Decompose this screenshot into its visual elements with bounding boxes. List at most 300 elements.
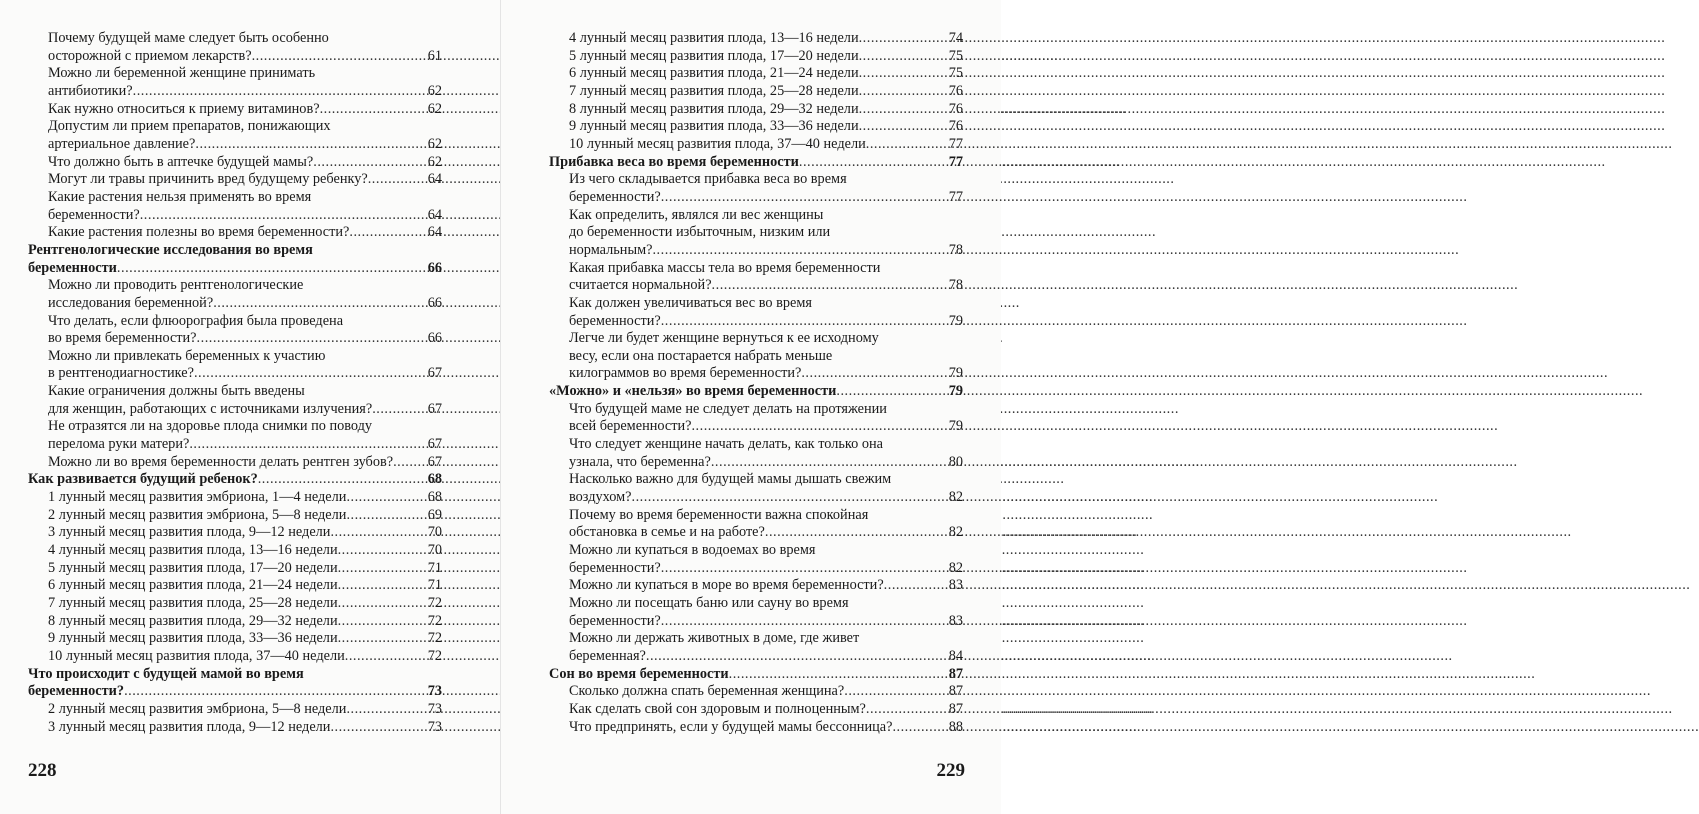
toc-line bbox=[48, 719, 442, 737]
toc-entry-text: исследования беременной? bbox=[48, 294, 214, 311]
toc-entry-text: Сон во время беременности bbox=[549, 665, 729, 682]
toc-entry bbox=[28, 383, 442, 418]
toc-page-number: 67 bbox=[427, 453, 442, 470]
dot-leader bbox=[338, 595, 427, 613]
toc-entry bbox=[28, 524, 442, 542]
toc-entry-text: беременности? bbox=[569, 612, 661, 629]
toc-entry-text: Можно ли беременной женщине принимать bbox=[48, 65, 316, 82]
toc-entry-text: 3 лунный месяц развития плода, 9—12 недели bbox=[48, 524, 331, 541]
toc-entry-text: 6 лунный месяц развития плода, 21—24 недели bbox=[48, 577, 338, 594]
toc-entry bbox=[28, 418, 442, 453]
toc-entry bbox=[549, 295, 963, 330]
dot-leader bbox=[393, 454, 427, 472]
toc-entry bbox=[549, 30, 963, 48]
toc-entry-text: осторожной с приемом лекарств? bbox=[48, 47, 252, 64]
page-number: 228 bbox=[28, 760, 57, 781]
dot-leader bbox=[836, 383, 947, 401]
dot-leader bbox=[189, 436, 426, 454]
toc-line bbox=[569, 436, 963, 454]
toc-line bbox=[569, 595, 963, 613]
toc-page-number: 69 bbox=[427, 506, 442, 523]
toc-page-number: 79 bbox=[948, 312, 963, 329]
right-page bbox=[500, 0, 1001, 814]
toc-entry bbox=[549, 595, 963, 630]
toc-entry bbox=[549, 48, 963, 66]
toc-line bbox=[569, 101, 963, 119]
toc-page-number: 87 bbox=[948, 700, 963, 717]
toc-line bbox=[569, 83, 963, 101]
toc-entry-text: Почему во время беременности важна спокойная bbox=[569, 506, 869, 523]
toc-page-number: 73 bbox=[427, 718, 442, 735]
toc-page-number: 66 bbox=[427, 294, 442, 311]
dot-leader bbox=[117, 260, 427, 278]
toc-entry-text: беременности? bbox=[569, 559, 661, 576]
toc-entry-text: килограммов во время беременности? bbox=[569, 365, 802, 382]
toc-entry-text: Как нужно относиться к приему витаминов? bbox=[48, 100, 320, 117]
dot-leader bbox=[632, 489, 948, 507]
toc-entry bbox=[28, 648, 442, 666]
dot-leader bbox=[661, 189, 948, 207]
toc-entry-text: перелома руки матери? bbox=[48, 436, 190, 453]
dot-leader bbox=[866, 701, 948, 719]
toc-line bbox=[48, 489, 442, 507]
toc-entry-text: 10 лунный месяц развития плода, 37—40 недели bbox=[569, 135, 866, 152]
toc-line bbox=[569, 454, 963, 472]
toc-entry-text: весу, если она постарается набрать меньше bbox=[569, 347, 833, 364]
toc-line bbox=[569, 507, 963, 525]
dot-leader bbox=[346, 489, 426, 507]
toc-entry-text: Допустим ли прием препаратов, понижающих bbox=[48, 118, 331, 135]
toc-entry-text: нормальным? bbox=[569, 241, 653, 258]
dot-leader bbox=[646, 648, 948, 666]
toc-page-number: 73 bbox=[427, 700, 442, 717]
toc-entry bbox=[28, 30, 442, 65]
toc-entry-text: Что следует женщине начать делать, как только она bbox=[569, 436, 883, 453]
toc-page-number: 61 bbox=[427, 47, 442, 64]
dot-leader bbox=[866, 136, 948, 154]
toc-line bbox=[48, 330, 442, 348]
toc-entry-text: Что происходит с будущей мамой во время bbox=[28, 665, 304, 682]
toc-entry bbox=[549, 260, 963, 295]
toc-line bbox=[569, 260, 963, 278]
toc-entry-text: 4 лунный месяц развития плода, 13—16 недели bbox=[569, 30, 859, 46]
toc-entry-text: Почему будущей маме следует быть особенно bbox=[48, 30, 329, 46]
toc-line bbox=[569, 30, 963, 48]
toc-entry-text: Какие растения полезны во время беременности? bbox=[48, 224, 350, 241]
toc-entry bbox=[28, 101, 442, 119]
page-number: 229 bbox=[936, 760, 965, 781]
toc-line bbox=[48, 630, 442, 648]
toc-entry-text: для женщин, работающих с источниками излучения? bbox=[48, 400, 373, 417]
toc-line bbox=[569, 313, 963, 331]
dot-leader bbox=[197, 330, 427, 348]
toc-entry bbox=[28, 224, 442, 242]
dot-leader bbox=[765, 524, 948, 542]
toc-page-number: 67 bbox=[427, 400, 442, 417]
dot-leader bbox=[712, 277, 948, 295]
toc-entry-text: 8 лунный месяц развития плода, 29—32 недели bbox=[48, 612, 338, 629]
toc-entry-text: Легче ли будет женщине вернуться к ее исходному bbox=[569, 330, 879, 347]
toc-page-number: 84 bbox=[948, 647, 963, 664]
toc-entry-text: беременности? bbox=[28, 683, 125, 700]
toc-section-heading bbox=[549, 154, 963, 172]
toc-page-number: 87 bbox=[948, 683, 963, 700]
table-of-contents bbox=[549, 30, 963, 736]
toc-page-number: 64 bbox=[427, 206, 442, 223]
toc-line bbox=[569, 542, 963, 560]
toc-entry-text: 5 лунный месяц развития плода, 17—20 недели bbox=[569, 47, 859, 64]
toc-line bbox=[569, 348, 963, 366]
toc-page-number: 82 bbox=[948, 524, 963, 541]
toc-line bbox=[48, 507, 442, 525]
toc-line bbox=[48, 454, 442, 472]
toc-line bbox=[569, 489, 963, 507]
toc-line bbox=[48, 83, 442, 101]
toc-page-number: 71 bbox=[427, 559, 442, 576]
toc-page-number: 79 bbox=[948, 418, 963, 435]
toc-page-number: 64 bbox=[427, 224, 442, 241]
toc-entry bbox=[549, 401, 963, 436]
toc-line bbox=[569, 630, 963, 648]
toc-entry-text: Можно ли купаться в море во время беременности? bbox=[569, 577, 884, 594]
toc-line bbox=[48, 524, 442, 542]
dot-leader bbox=[859, 83, 948, 101]
dot-leader bbox=[338, 560, 427, 578]
toc-entry-text: Можно ли посещать баню или сауну во время bbox=[569, 595, 849, 611]
toc-entry bbox=[28, 630, 442, 648]
toc-line bbox=[48, 560, 442, 578]
toc-entry-text: Насколько важно для будущей мамы дышать свежим bbox=[569, 471, 892, 488]
toc-entry-text: 6 лунный месяц развития плода, 21—24 недели bbox=[569, 65, 859, 82]
dot-leader bbox=[338, 613, 427, 631]
toc-entry-text: Сколько должна спать беременная женщина? bbox=[569, 683, 845, 700]
toc-page-number: 68 bbox=[427, 471, 442, 488]
toc-entry bbox=[28, 154, 442, 172]
toc-entry bbox=[549, 719, 963, 737]
toc-entry-text: 9 лунный месяц развития плода, 33—36 недели bbox=[569, 118, 859, 135]
dot-leader bbox=[252, 48, 427, 66]
dot-leader bbox=[859, 118, 948, 136]
dot-leader bbox=[801, 365, 947, 383]
toc-line bbox=[48, 171, 442, 189]
toc-entry bbox=[549, 507, 963, 542]
toc-entry-text: Какие ограничения должны быть введены bbox=[48, 383, 305, 400]
dot-leader bbox=[892, 719, 947, 737]
toc-line bbox=[48, 224, 442, 242]
toc-page-number: 70 bbox=[427, 524, 442, 541]
toc-entry bbox=[28, 118, 442, 153]
toc-entry bbox=[28, 542, 442, 560]
dot-leader bbox=[859, 30, 948, 48]
toc-page-number: 67 bbox=[427, 365, 442, 382]
toc-entry-text: беременная? bbox=[569, 647, 646, 664]
dot-leader bbox=[729, 666, 948, 684]
toc-entry bbox=[28, 189, 442, 224]
toc-page-number: 80 bbox=[948, 453, 963, 470]
toc-entry bbox=[28, 507, 442, 525]
toc-line bbox=[48, 118, 442, 136]
toc-entry bbox=[549, 701, 963, 719]
toc-line bbox=[549, 383, 963, 401]
toc-line bbox=[569, 295, 963, 313]
toc-line bbox=[48, 154, 442, 172]
toc-entry-text: Как должен увеличиваться вес во время bbox=[569, 294, 812, 311]
toc-entry-text: во время беременности? bbox=[48, 330, 197, 347]
table-of-contents bbox=[28, 30, 442, 736]
toc-entry bbox=[549, 471, 963, 506]
toc-line bbox=[569, 242, 963, 260]
toc-page-number: 68 bbox=[427, 489, 442, 506]
toc-entry-text: Можно ли проводить рентгенологические bbox=[48, 277, 304, 294]
toc-line bbox=[569, 365, 963, 383]
toc-entry-text: до беременности избыточным, низким или bbox=[569, 224, 831, 241]
toc-entry bbox=[28, 65, 442, 100]
toc-entry bbox=[28, 595, 442, 613]
toc-entry-text: «Можно» и «нельзя» во время беременности bbox=[549, 383, 837, 400]
toc-line bbox=[48, 313, 442, 331]
toc-line bbox=[28, 683, 442, 701]
toc-line bbox=[48, 436, 442, 454]
toc-page-number: 76 bbox=[948, 118, 963, 135]
toc-entry-text: Не отразятся ли на здоровье плода снимки по поводу bbox=[48, 418, 373, 435]
toc-entry bbox=[549, 207, 963, 260]
toc-line bbox=[48, 48, 442, 66]
toc-section-heading bbox=[28, 242, 442, 277]
toc-entry bbox=[549, 136, 963, 154]
toc-entry-text: Как сделать свой сон здоровым и полноценным? bbox=[569, 700, 866, 717]
dot-leader bbox=[338, 630, 427, 648]
toc-entry-text: беременности? bbox=[48, 206, 140, 223]
dot-leader bbox=[859, 65, 948, 83]
toc-line bbox=[569, 118, 963, 136]
toc-page-number: 78 bbox=[948, 277, 963, 294]
toc-page-number: 71 bbox=[427, 577, 442, 594]
toc-entry bbox=[28, 489, 442, 507]
toc-entry-text: 3 лунный месяц развития плода, 9—12 недели bbox=[48, 718, 331, 735]
toc-entry bbox=[549, 118, 963, 136]
toc-page-number: 75 bbox=[948, 47, 963, 64]
toc-entry-text: воздухом? bbox=[569, 489, 632, 506]
toc-entry-text: 10 лунный месяц развития плода, 37—40 недели bbox=[48, 647, 345, 664]
toc-page-number: 76 bbox=[948, 100, 963, 117]
toc-page-number: 72 bbox=[427, 630, 442, 647]
dot-leader bbox=[661, 313, 948, 331]
dot-leader bbox=[213, 295, 427, 313]
toc-page-number: 76 bbox=[948, 82, 963, 99]
toc-line bbox=[48, 577, 442, 595]
toc-entry-text: Какая прибавка массы тела во время беременности bbox=[569, 259, 881, 276]
toc-line bbox=[569, 65, 963, 83]
toc-line bbox=[48, 136, 442, 154]
toc-page-number: 70 bbox=[427, 542, 442, 559]
toc-entry-text: Можно ли привлекать беременных к участию bbox=[48, 347, 326, 364]
toc-entry bbox=[549, 101, 963, 119]
toc-entry-text: Можно ли во время беременности делать рентген зубов? bbox=[48, 453, 394, 470]
toc-line bbox=[569, 277, 963, 295]
toc-entry-text: 4 лунный месяц развития плода, 13—16 недели bbox=[48, 542, 338, 559]
dot-leader bbox=[346, 701, 426, 719]
toc-line bbox=[569, 471, 963, 489]
toc-line bbox=[569, 224, 963, 242]
toc-page-number: 77 bbox=[948, 135, 963, 152]
dot-leader bbox=[711, 454, 948, 472]
toc-entry bbox=[28, 577, 442, 595]
toc-entry-text: 7 лунный месяц развития плода, 25—28 недели bbox=[569, 82, 859, 99]
dot-leader bbox=[320, 101, 427, 119]
toc-page-number: 72 bbox=[427, 595, 442, 611]
toc-line bbox=[569, 648, 963, 666]
dot-leader bbox=[338, 577, 427, 595]
toc-entry-text: 2 лунный месяц развития эмбриона, 5—8 недели bbox=[48, 700, 347, 717]
toc-line bbox=[28, 242, 442, 260]
toc-page-number: 62 bbox=[427, 100, 442, 117]
toc-page-number: 82 bbox=[948, 489, 963, 506]
toc-entry-text: Могут ли травы причинить вред будущему ребенку? bbox=[48, 171, 368, 188]
toc-entry bbox=[549, 65, 963, 83]
toc-line bbox=[549, 666, 963, 684]
toc-page-number: 73 bbox=[427, 683, 442, 700]
dot-leader bbox=[140, 207, 427, 225]
toc-page-number: 83 bbox=[948, 577, 963, 594]
toc-line bbox=[48, 30, 442, 48]
toc-entry-text: узнала, что беременна? bbox=[569, 453, 711, 470]
toc-line bbox=[48, 595, 442, 613]
toc-entry-text: Можно ли держать животных в доме, где живет bbox=[569, 630, 860, 647]
toc-entry bbox=[28, 171, 442, 189]
toc-entry bbox=[28, 719, 442, 737]
toc-entry bbox=[549, 83, 963, 101]
dot-leader bbox=[330, 524, 426, 542]
dot-leader bbox=[844, 683, 947, 701]
toc-page-number: 62 bbox=[427, 135, 442, 152]
toc-line bbox=[569, 701, 963, 719]
toc-entry-text: 8 лунный месяц развития плода, 29—32 недели bbox=[569, 100, 859, 117]
toc-entry bbox=[549, 630, 963, 665]
toc-section-heading bbox=[28, 666, 442, 701]
toc-line bbox=[569, 207, 963, 225]
toc-page-number: 72 bbox=[427, 612, 442, 629]
toc-line bbox=[569, 330, 963, 348]
toc-entry-text: 7 лунный месяц развития плода, 25—28 недели bbox=[48, 595, 338, 611]
dot-leader bbox=[346, 507, 426, 525]
dot-leader bbox=[194, 365, 427, 383]
toc-section-heading bbox=[549, 383, 963, 401]
toc-entry bbox=[28, 454, 442, 472]
toc-line bbox=[48, 401, 442, 419]
dot-leader bbox=[258, 471, 427, 489]
toc-line bbox=[569, 719, 963, 737]
dot-leader bbox=[195, 136, 426, 154]
left-page bbox=[0, 0, 500, 814]
toc-section-heading bbox=[28, 471, 442, 489]
toc-line bbox=[569, 48, 963, 66]
toc-entry-text: Как развивается будущий ребенок? bbox=[28, 471, 258, 488]
toc-page-number: 64 bbox=[427, 171, 442, 188]
toc-entry bbox=[549, 542, 963, 577]
toc-entry-text: считается нормальной? bbox=[569, 277, 712, 294]
dot-leader bbox=[661, 613, 948, 631]
toc-entry-text: 5 лунный месяц развития плода, 17—20 недели bbox=[48, 559, 338, 576]
toc-entry bbox=[28, 701, 442, 719]
toc-entry bbox=[28, 560, 442, 578]
toc-entry-text: обстановка в семье и на работе? bbox=[569, 524, 765, 541]
toc-entry bbox=[549, 577, 963, 595]
toc-page-number: 66 bbox=[427, 259, 442, 276]
toc-entry-text: Рентгенологические исследования во время bbox=[28, 241, 313, 258]
toc-entry-text: 2 лунный месяц развития эмбриона, 5—8 недели bbox=[48, 506, 347, 523]
toc-entry-text: беременности? bbox=[569, 188, 661, 205]
toc-line bbox=[48, 542, 442, 560]
toc-entry-text: Прибавка веса во время беременности bbox=[549, 153, 799, 170]
toc-line bbox=[48, 701, 442, 719]
toc-entry-text: Что будущей маме не следует делать на протяжении bbox=[569, 400, 887, 417]
dot-leader bbox=[859, 101, 948, 119]
toc-page-number: 79 bbox=[948, 383, 963, 400]
toc-line bbox=[48, 189, 442, 207]
toc-line bbox=[569, 136, 963, 154]
toc-entry bbox=[28, 313, 442, 348]
toc-line bbox=[569, 189, 963, 207]
toc-line bbox=[48, 295, 442, 313]
toc-line bbox=[569, 683, 963, 701]
toc-line bbox=[569, 171, 963, 189]
dot-leader bbox=[799, 154, 948, 172]
toc-entry bbox=[549, 171, 963, 206]
toc-line bbox=[48, 648, 442, 666]
dot-leader bbox=[372, 401, 427, 419]
toc-line bbox=[28, 666, 442, 684]
toc-page-number: 74 bbox=[948, 30, 963, 46]
toc-page-number: 72 bbox=[427, 647, 442, 664]
dot-leader bbox=[884, 577, 948, 595]
toc-line bbox=[569, 524, 963, 542]
dot-leader bbox=[345, 648, 427, 666]
toc-entry bbox=[549, 330, 963, 383]
dot-leader bbox=[652, 242, 947, 260]
dot-leader bbox=[338, 542, 427, 560]
toc-entry-text: Какие растения нельзя применять во время bbox=[48, 188, 312, 205]
toc-page-number: 82 bbox=[948, 559, 963, 576]
dot-leader bbox=[691, 418, 947, 436]
dot-leader bbox=[133, 83, 427, 101]
toc-line bbox=[48, 348, 442, 366]
toc-line bbox=[569, 560, 963, 578]
toc-page-number: 79 bbox=[948, 365, 963, 382]
toc-entry-text: беременности bbox=[28, 259, 117, 276]
toc-entry-text: Из чего складывается прибавка веса во время bbox=[569, 171, 847, 188]
toc-page-number: 87 bbox=[948, 665, 963, 682]
toc-page-number: 75 bbox=[948, 65, 963, 82]
toc-page-number: 67 bbox=[427, 436, 442, 453]
toc-page-number: 77 bbox=[948, 153, 963, 170]
toc-page-number: 62 bbox=[427, 153, 442, 170]
toc-page-number: 83 bbox=[948, 612, 963, 629]
toc-entry bbox=[549, 683, 963, 701]
toc-entry-text: 9 лунный месяц развития плода, 33—36 недели bbox=[48, 630, 338, 647]
toc-line bbox=[48, 101, 442, 119]
toc-line bbox=[48, 365, 442, 383]
dot-leader bbox=[313, 154, 426, 172]
toc-line bbox=[48, 207, 442, 225]
toc-line bbox=[569, 577, 963, 595]
toc-entry-text: Как определить, являлся ли вес женщины bbox=[569, 206, 824, 223]
toc-line bbox=[48, 383, 442, 401]
toc-entry bbox=[28, 277, 442, 312]
toc-line bbox=[48, 613, 442, 631]
dot-leader bbox=[661, 560, 948, 578]
toc-line bbox=[48, 65, 442, 83]
toc-line bbox=[48, 418, 442, 436]
